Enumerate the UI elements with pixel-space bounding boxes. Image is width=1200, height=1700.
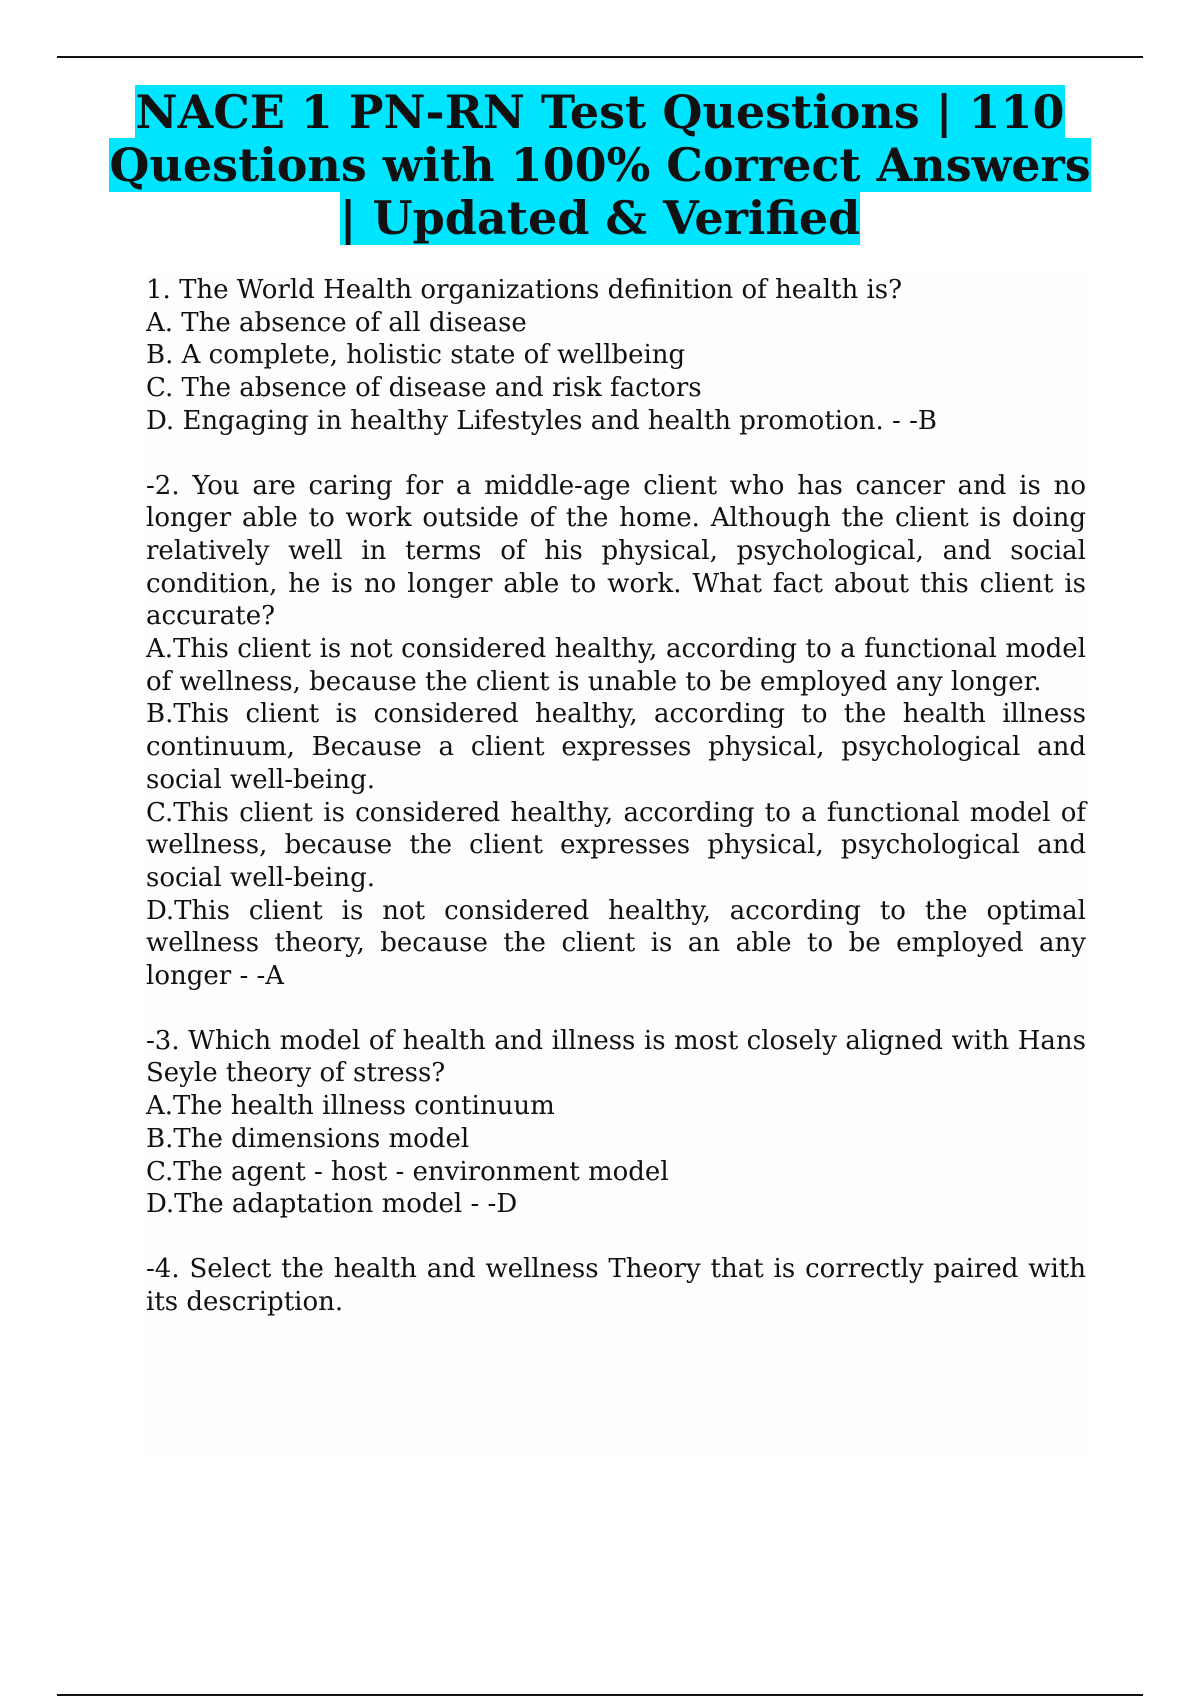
document-title-text: NACE 1 PN-RN Test Questions | 110 Questions with 100% Correct Answers | Updated & Verified	[109, 85, 1091, 245]
answer-option: C.The agent - host - environment model	[146, 1156, 669, 1187]
question-1	[146, 274, 1086, 438]
question-stem: -3. Which model of health and illness is most closely aligned with Hans Seyle theory of stress?	[146, 1025, 1086, 1089]
answer-option: D.This client is not considered healthy, according to the optimal wellness theory, because the client is an able to be employed any longer - -A	[146, 895, 1086, 992]
answer-option: A.The health illness continuum	[146, 1091, 555, 1122]
question-stem: -4. Select the health and wellness Theory that is correctly paired with its description.	[146, 1253, 1086, 1317]
answer-option: A. The absence of all disease	[146, 307, 527, 338]
question-4	[146, 1253, 1086, 1318]
answer-option: D. Engaging in healthy Lifestyles and health promotion. - -B	[146, 405, 937, 436]
answer-option: B.The dimensions model	[146, 1123, 470, 1154]
question-stem: 1. The World Health organizations definition of health is?	[146, 275, 903, 305]
bottom-rule	[57, 1694, 1143, 1696]
answer-option: B.This client is considered healthy, according to the health illness continuum, Because a client expresses physical, psychological and social well-being.	[146, 699, 1086, 795]
answer-option: D.The adaptation model - -D	[146, 1189, 518, 1220]
document-title	[100, 86, 1100, 245]
question-3	[146, 1025, 1086, 1221]
answer-option: C. The absence of disease and risk factors	[146, 373, 702, 404]
question-list	[146, 274, 1086, 1454]
answer-option: B. A complete, holistic state of wellbeing	[146, 340, 686, 371]
question-2	[146, 470, 1086, 993]
top-rule	[57, 56, 1143, 58]
question-stem: -2. You are caring for a middle-age client who has cancer and is no longer able to work outside of the home. Although the client is doing relatively well in terms of his physical, psychological, and social condition, he is no longer able to work. What fact about this client is accurate?	[146, 470, 1086, 632]
answer-option: A.This client is not considered healthy, according to a functional model of wellness, because the client is unable to be employed any longer.	[146, 634, 1086, 697]
answer-option: C.This client is considered healthy, according to a functional model of wellness, because the client expresses physical, psychological and social well-being.	[146, 797, 1086, 893]
